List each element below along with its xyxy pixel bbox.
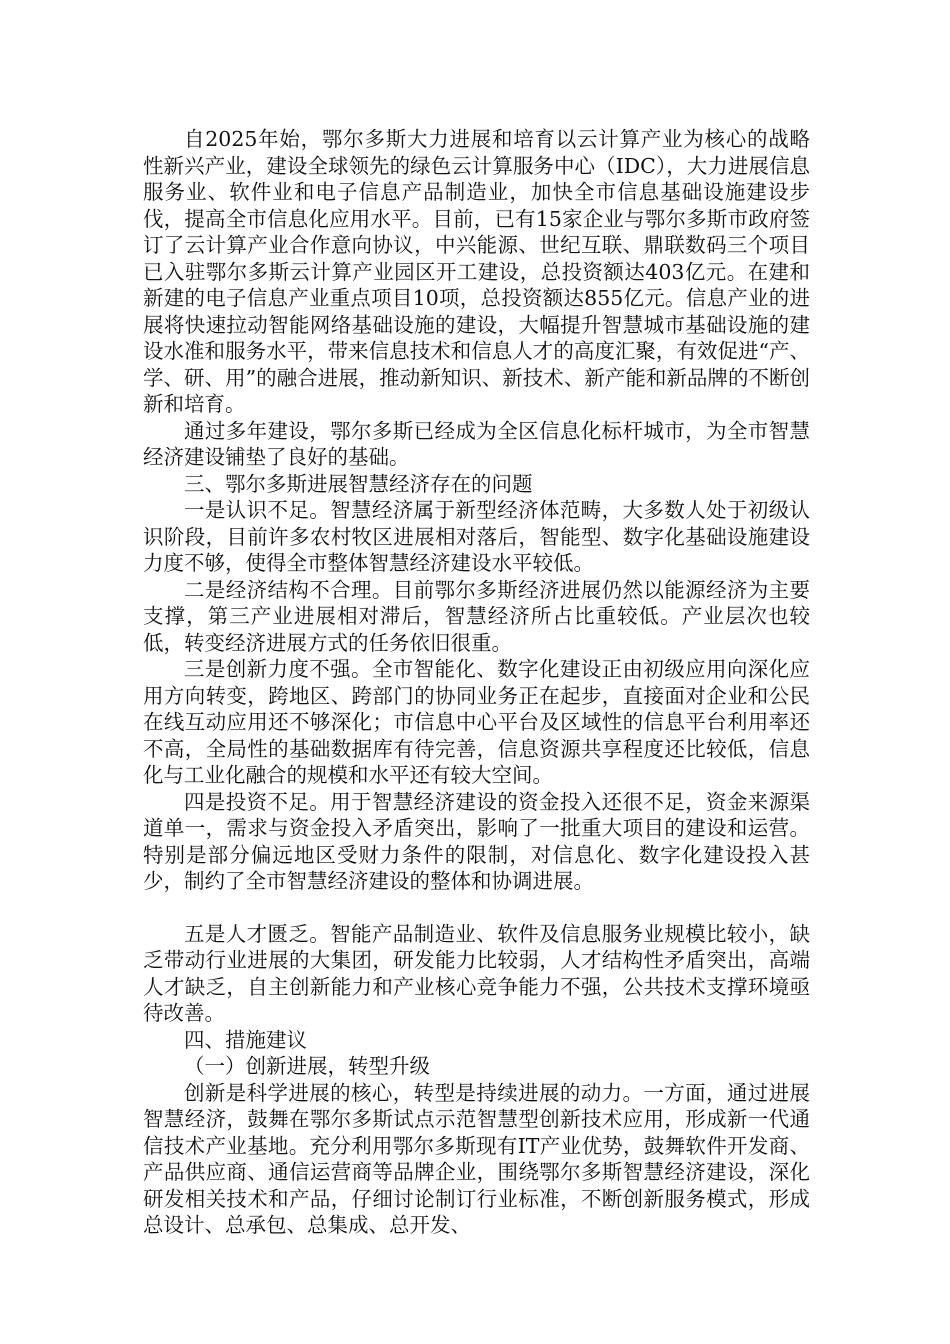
paragraph-problem-3: 三是创新力度不强。全市智能化、数字化建设正由初级应用向深化应用方向转变，跨地区、跨部门的协同业务正在起步，直接面对企业和公民在线互动应用还不够深化；市信息中心平台及区域性的信息平台利用率还不高，全局性的基础数据库有待完善，信息资源共享程度还比较低，信息化与工业化融合的规模和水平还有较大空间。 bbox=[143, 657, 810, 787]
document-page bbox=[143, 126, 810, 1239]
subsection-heading-innovation: （一）创新进展，转型升级 bbox=[184, 1054, 430, 1078]
paragraph-spacer bbox=[143, 895, 810, 921]
paragraph-problem-1: 一是认识不足。智慧经济属于新型经济体范畴，大多数人处于初级认识阶段，目前许多农村牧区进展相对落后，智能型、数字化基础设施建设力度不够，使得全市整体智慧经济建设水平较低。 bbox=[143, 498, 810, 575]
paragraph-cloud-computing: 自2025年始，鄂尔多斯大力进展和培育以云计算产业为核心的战略性新兴产业，建设全球领先的绿色云计算服务中心（IDC），大力进展信息服务业、软件业和电子信息产品制造业，加快全市信息基础设施建设步伐，提高全市信息化应用水平。目前，已有15家企业与鄂尔多斯市政府签订了云计算产业合作意向协议，中兴能源、世纪互联、鼎联数码三个项目已入驻鄂尔多斯云计算产业园区开工建设，总投资额达403亿元。在建和新建的电子信息产业重点项目10项，总投资额达855亿元。信息产业的进展将快速拉动智能网络基础设施的建设，大幅提升智慧城市基础设施的建设水准和服务水平，带来信息技术和信息人才的高度汇聚，有效促进“产、学、研、用”的融合进展，推动新知识、新技术、新产能和新品牌的不断创新和培育。 bbox=[143, 127, 810, 416]
paragraph-problem-4: 四是投资不足。用于智慧经济建设的资金投入还很不足，资金来源渠道单一，需求与资金投入矛盾突出，影响了一批重大项目的建设和运营。特别是部分偏远地区受财力条件的限制，对信息化、数字化建设投入甚少，制约了全市智慧经济建设的整体和协调进展。 bbox=[143, 789, 810, 893]
paragraph-problem-2: 二是经济结构不合理。目前鄂尔多斯经济进展仍然以能源经济为主要支撑，第三产业进展相对滞后，智慧经济所占比重较低。产业层次也较低，转变经济进展方式的任务依旧很重。 bbox=[143, 577, 810, 655]
paragraph-benchmark-city: 通过多年建设，鄂尔多斯已经成为全区信息化标杆城市，为全市智慧经济建设铺垫了良好的基础。 bbox=[143, 418, 810, 469]
paragraph-problem-5: 五是人才匮乏。智能产品制造业、软件及信息服务业规模比较小，缺乏带动行业进展的大集团，研发能力比较弱，人才结构性矛盾突出，高端人才缺乏，自主创新能力和产业核心竞争能力不强，公共技术支撑环境亟待改善。 bbox=[143, 921, 810, 1025]
paragraph-innovation: 创新是科学进展的核心，转型是持续进展的动力。一方面，通过进展智慧经济，鼓舞在鄂尔多斯试点示范智慧型创新技术应用，形成新一代通信技术产业基地。充分利用鄂尔多斯现有IT产业优势，鼓舞软件开发商、产品供应商、通信运营商等品牌企业，围绕鄂尔多斯智慧经济建设，深化研发相关技术和产品，仔细讨论制订行业标准，不断创新服务模式，形成总设计、总承包、总集成、总开发、 bbox=[143, 1080, 810, 1237]
section-heading-problems: 三、鄂尔多斯进展智慧经济存在的问题 bbox=[184, 471, 533, 496]
section-heading-measures: 四、措施建议 bbox=[184, 1027, 307, 1052]
